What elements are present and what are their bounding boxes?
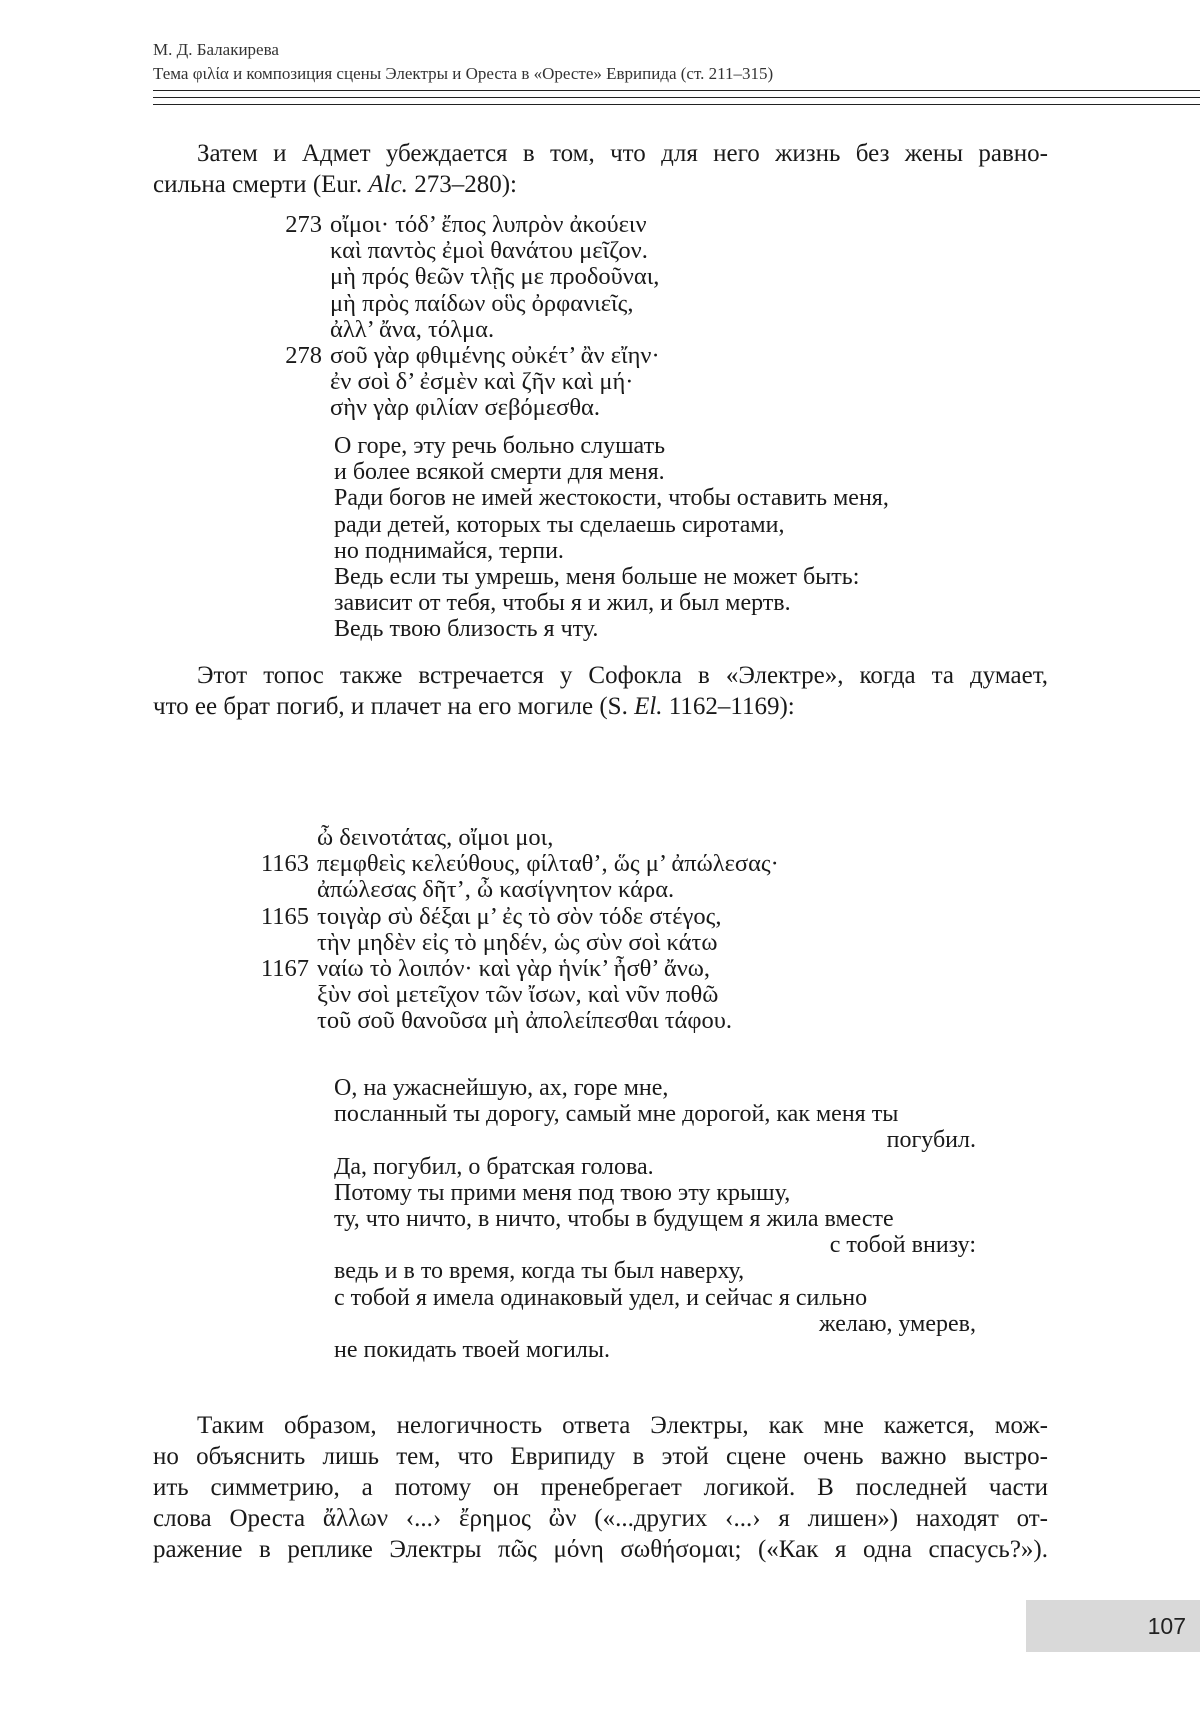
paragraph-3 [153, 1410, 1048, 1565]
translation-line: Да, погубил, о братская голова. [334, 1153, 654, 1180]
translation-line: О горе, эту речь больно слушать [334, 433, 666, 459]
greek-verse-text: ἀπώλεσας δῆτ’, ὦ κασίγνητον κάρα. [317, 876, 675, 904]
paragraph-2 [153, 660, 1048, 722]
greek-verse-text: καὶ παντὸς ἐμοὶ θανάτου μεῖζον. [330, 237, 648, 265]
paragraph-line: Затем и Адмет убеждается в том, что для него жизнь без жены равно- [197, 140, 1048, 167]
greek-verse-text: ἀλλ’ ἄνα, τόλμα. [330, 315, 495, 343]
page-number: 107 [1147, 1613, 1186, 1639]
line-number: 278 [285, 341, 322, 369]
verse-line [255, 317, 975, 343]
translation-line: зависит от тебя, чтобы я и жил, и был мертв. [334, 590, 791, 617]
paragraph-line: но объяснить лишь тем, что Еврипиду в этой сцене очень важно выстро- [153, 1443, 1048, 1470]
verse-line [242, 877, 962, 903]
greek-verse-text: σὴν γὰρ φιλίαν σεβόμεσθα. [330, 394, 601, 422]
greek-quote-alcestis [255, 212, 975, 422]
paragraph-line [153, 691, 1048, 722]
text-run: сильна смерти (Eur. [153, 171, 369, 198]
text-run: 1162–1169): [662, 693, 795, 720]
translation-line: но поднимайся, терпи. [334, 537, 564, 564]
greek-verse-text: τοῦ σοῦ θανοῦσα μὴ ἀπολείπεσθαι τάφου. [317, 1007, 733, 1035]
greek-verse-text: ἐν σοὶ δ’ ἐσμὲν καὶ ζῆν καὶ μή· [330, 368, 634, 396]
verse-line [255, 369, 975, 395]
running-head-title: Тема φιλία и композиция сцены Электры и Ореста в «Оресте» Еврипида (ст. 211–315) [153, 64, 774, 83]
line-number: 273 [285, 211, 322, 238]
paragraph-line: слова Ореста ἄλλων ‹...› ἔρημος ὢν («...других ‹...› я лишен») находят от- [153, 1505, 1048, 1532]
greek-verse-text: ναίω τὸ λοιπόν· καὶ γὰρ ἡνίκ’ ἦσθ’ ἄνω, [317, 954, 711, 982]
translation-line: и более всякой смерти для меня. [334, 459, 665, 486]
verse-line [255, 212, 975, 238]
translation-line: погубил. [886, 1127, 976, 1154]
greek-verse-text: σοῦ γὰρ φθιμένης οὐκέτ’ ἂν εἴην· [330, 341, 660, 369]
verse-line [255, 291, 975, 317]
verse-line [242, 982, 962, 1008]
paragraph-line [153, 169, 1048, 200]
greek-quote-electra [242, 825, 962, 1035]
greek-verse-text: οἴμοι· τόδ’ ἔπος λυπρὸν ἀκούειν [330, 211, 647, 238]
paragraph-line: ить симметрию, а потому он пренебрегает логикой. В последней части [153, 1474, 1048, 1501]
page-number-tab [1026, 1600, 1200, 1652]
paragraph-line: Этот топос также встречается у Софокла в «Электре», когда та думает, [197, 662, 1048, 689]
greek-verse-text: ὦ δεινοτάτας, οἴμοι μοι, [317, 824, 554, 851]
verse-line [242, 904, 962, 930]
header-rule [153, 97, 1200, 98]
translation-line: ведь и в то время, когда ты был наверху, [334, 1258, 745, 1285]
translation-alcestis [334, 433, 934, 643]
greek-verse-text: τὴν μηδὲν εἰς τὸ μηδέν, ὡς σὺν σοὶ κάτω [317, 928, 718, 956]
translation-line: с тобой внизу: [829, 1232, 976, 1259]
greek-verse-text: τοιγὰρ σὺ δέξαι μ’ ἐς τὸ σὸν τόδε στέγος, [317, 902, 722, 930]
text-run: 273–280): [407, 171, 517, 198]
line-number: 1165 [260, 902, 309, 930]
verse-line [255, 395, 975, 421]
translation-line: не покидать твоей могилы. [334, 1336, 610, 1363]
translation-line: посланный ты дорогу, самый мне дорогой, как меня ты [334, 1101, 899, 1128]
citation-italic: Alc. [368, 171, 408, 198]
verse-line [242, 1008, 962, 1034]
verse-line [255, 264, 975, 290]
verse-line [242, 851, 962, 877]
running-head [153, 38, 1200, 86]
line-number: 1163 [260, 850, 309, 878]
header-rule [153, 104, 1200, 105]
verse-line [255, 238, 975, 264]
greek-verse-text: ξὺν σοὶ μετεῖχον τῶν ἴσων, καὶ νῦν ποθῶ [317, 981, 719, 1009]
citation-italic: El. [634, 693, 663, 720]
verse-line [242, 930, 962, 956]
translation-line: Потому ты прими меня под твою эту крышу, [334, 1179, 791, 1206]
paragraph-line: ражение в реплике Электры πῶς μόνη σωθήσομαι; («Как я одна спасусь?»). [153, 1536, 1048, 1563]
header-rule [153, 90, 1200, 91]
paragraph-line: Таким образом, нелогичность ответа Электры, как мне кажется, мож- [197, 1412, 1048, 1439]
translation-line: О, на ужаснейшую, ах, горе мне, [334, 1075, 669, 1101]
translation-electra [334, 1075, 976, 1363]
greek-verse-text: πεμφθεὶς κελεύθους, φίλταθ’, ὥς μ’ ἀπώλεσας· [317, 850, 779, 878]
running-head-author: М. Д. Балакирева [153, 40, 279, 59]
greek-verse-text: μὴ πρός θεῶν τλῇς με προδοῦναι, [330, 263, 660, 291]
text-run: что ее брат погиб, и плачет на его могиле (S. [153, 693, 635, 720]
paragraph-1 [153, 138, 1048, 200]
translation-line: Ведь твою близость я чту. [334, 616, 599, 643]
line-number: 1167 [260, 954, 309, 982]
translation-line: с тобой я имела одинаковый удел, и сейчас я сильно [334, 1284, 868, 1311]
verse-line [255, 343, 975, 369]
translation-line: Ведь если ты умрешь, меня больше не может быть: [334, 563, 860, 590]
translation-line: Ради богов не имей жестокости, чтобы оставить меня, [334, 485, 889, 512]
greek-verse-text: μὴ πρὸς παίδων οὓς ὀρφανιεῖς, [330, 289, 634, 317]
translation-line: ту, что ничто, в ничто, чтобы в будущем я жила вместе [334, 1205, 894, 1232]
verse-line [242, 956, 962, 982]
translation-line: желаю, умерев, [819, 1310, 976, 1337]
verse-line [242, 825, 962, 851]
translation-line: ради детей, которых ты сделаешь сиротами, [334, 511, 785, 538]
